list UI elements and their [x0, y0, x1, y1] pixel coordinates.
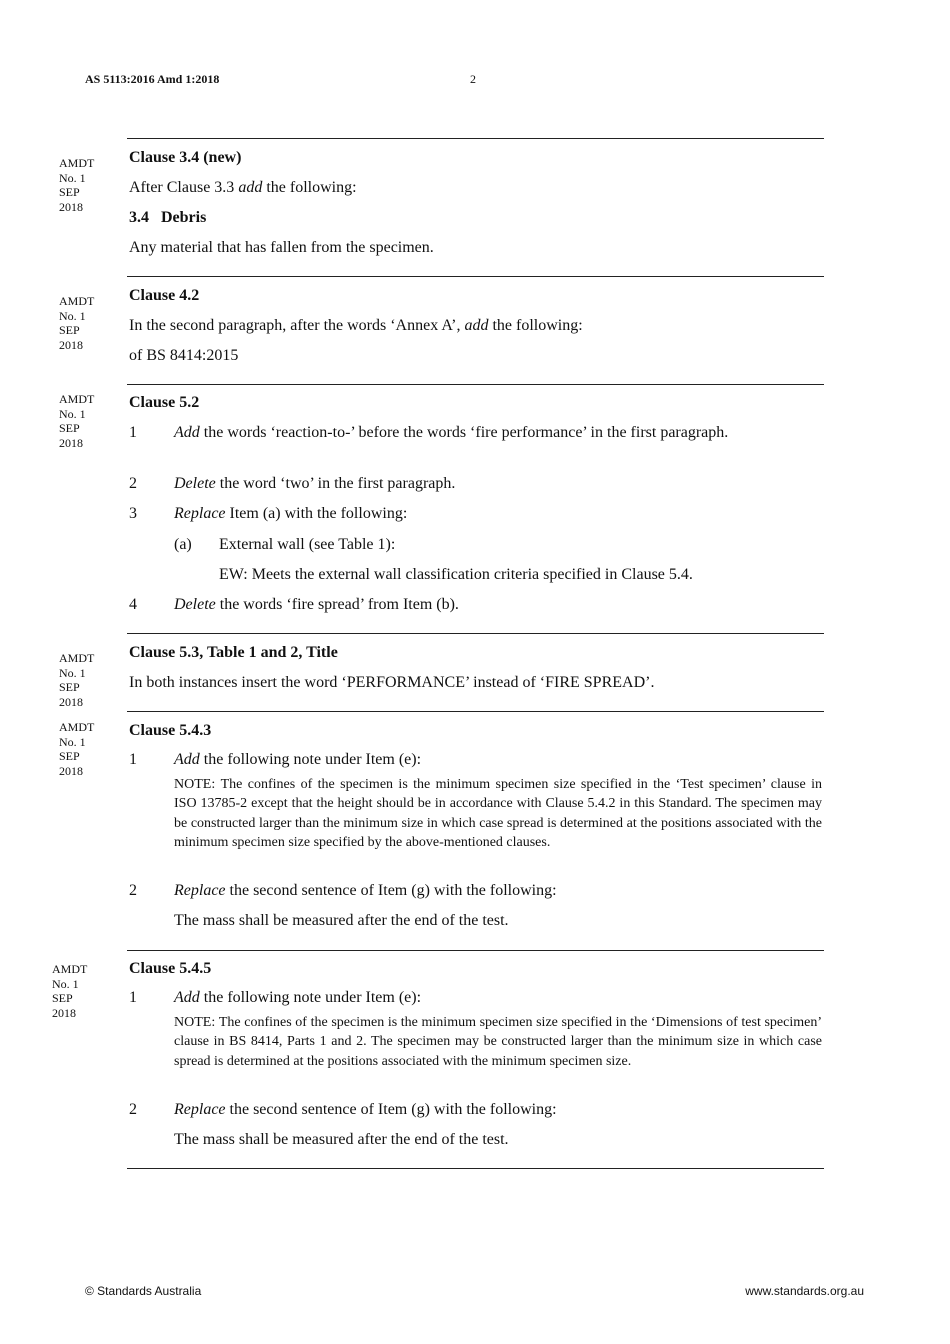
clause-4-2-section [129, 286, 822, 376]
clause-title: Clause 3.4 (new) [129, 149, 242, 166]
divider [127, 711, 824, 712]
instruction: In both instances insert the word ‘PERFORMANCE’ instead of ‘FIRE SPREAD’. [129, 674, 655, 691]
clause-title: Clause 5.4.3 [129, 722, 212, 739]
list-item: 2 Replace the second sentence of Item (g) with the following: [129, 1101, 557, 1118]
clause-title: Clause 5.2 [129, 394, 200, 411]
divider [127, 1168, 824, 1169]
instruction: After Clause 3.3 add the following: [129, 179, 357, 196]
amendment-marker: AMDT No. 1 SEP 2018 [59, 720, 95, 778]
clause-5-4-3-section [129, 721, 822, 941]
subclause-heading: 3.4 Debris [129, 209, 207, 226]
website-url: www.standards.org.au [745, 1284, 864, 1298]
amendment-marker: AMDT No. 1 SEP 2018 [59, 156, 95, 214]
page-number: 2 [470, 72, 476, 86]
list-item: 3 Replace Item (a) with the following: [129, 505, 408, 522]
clause-title: Clause 5.3, Table 1 and 2, Title [129, 644, 338, 661]
replacement-text: The mass shall be measured after the end of the test. [174, 912, 509, 929]
amendment-marker: AMDT No. 1 SEP 2018 [59, 392, 95, 450]
divider [127, 276, 824, 277]
replacement-text: The mass shall be measured after the end of the test. [174, 1131, 509, 1148]
clause-3-4-section [129, 148, 822, 268]
divider [127, 384, 824, 385]
divider [127, 633, 824, 634]
list-item: 2 Delete the word ‘two’ in the first paragraph. [129, 475, 456, 492]
amendment-marker: AMDT No. 1 SEP 2018 [52, 962, 88, 1020]
divider [127, 950, 824, 951]
list-item: 1 Add the following note under Item (e): [129, 989, 422, 1006]
clause-5-3-section [129, 643, 822, 703]
amendment-marker: AMDT No. 1 SEP 2018 [59, 651, 95, 709]
amendment-marker: AMDT No. 1 SEP 2018 [59, 294, 95, 352]
note: NOTE: The confines of the specimen is the minimum specimen size specified in the ‘Dimensions of test specimen’ clause in BS 8414, Parts 1 and 2. The specimen may be constructed larger than the minimum size in which case spread is determined at the positions associated with the minimum specimen size. [174, 1015, 822, 1069]
document-id: AS 5113:2016 Amd 1:2018 [85, 72, 220, 86]
instruction: In the second paragraph, after the words ‘Annex A’, add the following: [129, 317, 583, 334]
list-item: 1 Add the words ‘reaction-to-’ before the words ‘fire performance’ in the first paragraph. [129, 424, 729, 441]
note: NOTE: The confines of the specimen is the minimum specimen size specified in the ‘Test specimen’ clause in ISO 13785-2 except that the height should be in accordance with Clause 5.4.2 in this Standard. The specimen may be constructed larger than the minimum size in which case spread is determined at the positions associated with the minimum specimen size specified by the above-mentioned clauses. [174, 777, 822, 850]
list-item: 4 Delete the words ‘fire spread’ from Item (b). [129, 596, 459, 613]
clause-title: Clause 4.2 [129, 287, 200, 304]
list-item: 1 Add the following note under Item (e): [129, 751, 422, 768]
copyright-notice: © Standards Australia [85, 1284, 202, 1298]
list-item: 2 Replace the second sentence of Item (g) with the following: [129, 882, 557, 899]
definition-text: Any material that has fallen from the specimen. [129, 239, 434, 256]
clause-title: Clause 5.4.5 [129, 960, 212, 977]
clause-5-2-section: Clause 5.2 1 Add the words ‘reaction-to-’ before the words ‘fire performance’ in the first paragraph. 2 Delete the word ‘two’ in the first paragraph. 3 Replace Item (a) with the following: (a) External wall (see Table 1): EW: Meets the external wall classification criteria specified in Clause 5.4. 4 Delete the words ‘fire spread’ from Item (b). [129, 393, 822, 629]
divider [127, 138, 824, 139]
inserted-text: of BS 8414:2015 [129, 347, 239, 364]
sub-item-detail: EW: Meets the external wall classification criteria specified in Clause 5.4. [219, 566, 693, 583]
clause-5-4-5-section [129, 959, 822, 1159]
